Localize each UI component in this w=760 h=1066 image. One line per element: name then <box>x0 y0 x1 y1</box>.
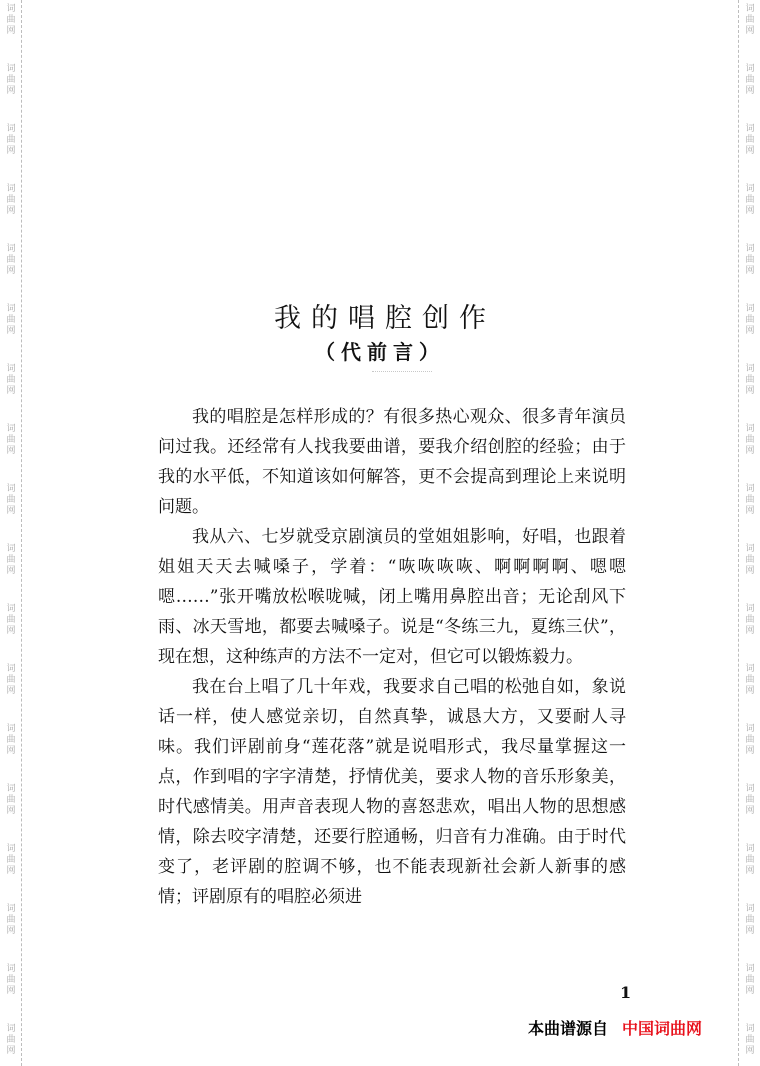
watermark-stamp: 词 曲 网 <box>6 304 16 336</box>
watermark-stamp: 词 曲 网 <box>6 1024 16 1056</box>
watermark-stamp: 词 曲 网 <box>745 664 755 696</box>
watermark-right-column <box>738 0 760 1066</box>
watermark-stamp: 词 曲 网 <box>745 364 755 396</box>
watermark-stamp: 词 曲 网 <box>6 4 16 36</box>
title-divider <box>372 371 432 374</box>
watermark-stamp: 词 曲 网 <box>745 244 755 276</box>
watermark-stamp: 词 曲 网 <box>745 424 755 456</box>
watermark-stamp: 词 曲 网 <box>745 964 755 996</box>
body-text <box>158 402 626 912</box>
watermark-stamp: 词 曲 网 <box>6 904 16 936</box>
watermark-stamp: 词 曲 网 <box>6 664 16 696</box>
watermark-stamp: 词 曲 网 <box>6 964 16 996</box>
watermark-stamp: 词 曲 网 <box>6 724 16 756</box>
watermark-stamp: 词 曲 网 <box>6 844 16 876</box>
watermark-stamp: 词 曲 网 <box>745 124 755 156</box>
paragraph-1: 我的唱腔是怎样形成的？有很多热心观众、很多青年演员问过我。还经常有人找我要曲谱，要我介绍创腔的经验；由于我的水平低，不知道该如何解答，更不会提高到理论上来说明问题。 <box>158 407 626 517</box>
watermark-stamp: 词 曲 网 <box>745 484 755 516</box>
watermark-stamp: 词 曲 网 <box>6 184 16 216</box>
watermark-stamp: 词 曲 网 <box>745 64 755 96</box>
paragraph-2: 我从六、七岁就受京剧演员的堂姐姐影响，好唱，也跟着姐姐天天去喊嗓子，学着：“咴咴咴咴、啊啊啊啊、嗯嗯嗯……”张开嘴放松喉咙喊，闭上嘴用鼻腔出音；无论刮风下雨、冰天雪地，都要去喊嗓子。说是“冬练三九，夏练三伏”，现在想，这种练声的方法不一定对，但它可以锻炼毅力。 <box>158 527 626 667</box>
watermark-stamp: 词 曲 网 <box>6 64 16 96</box>
page-title: 我的唱腔创作 <box>274 303 496 335</box>
watermark-stamp: 词 曲 网 <box>745 604 755 636</box>
watermark-stamp: 词 曲 网 <box>6 244 16 276</box>
watermark-stamp: 词 曲 网 <box>745 784 755 816</box>
watermark-stamp: 词 曲 网 <box>6 124 16 156</box>
page-number: 1 <box>620 983 632 1002</box>
watermark-stamp: 词 曲 网 <box>745 4 755 36</box>
watermark-stamp: 词 曲 网 <box>745 904 755 936</box>
watermark-stamp: 词 曲 网 <box>6 364 16 396</box>
watermark-stamp: 词 曲 网 <box>6 604 16 636</box>
page-subtitle: （代前言） <box>315 340 445 364</box>
source-site-link[interactable]: 中国词曲网 <box>622 1019 703 1038</box>
watermark-stamp: 词 曲 网 <box>745 724 755 756</box>
watermark-stamp: 词 曲 网 <box>745 184 755 216</box>
watermark-stamp: 词 曲 网 <box>6 544 16 576</box>
watermark-left-column <box>0 0 22 1066</box>
source-attribution <box>528 1016 702 1039</box>
watermark-stamp: 词 曲 网 <box>745 304 755 336</box>
watermark-stamp: 词 曲 网 <box>745 544 755 576</box>
source-label: 本曲谱源自 <box>528 1019 609 1038</box>
watermark-stamp: 词 曲 网 <box>6 484 16 516</box>
watermark-stamp: 词 曲 网 <box>6 424 16 456</box>
watermark-stamp: 词 曲 网 <box>745 844 755 876</box>
watermark-stamp: 词 曲 网 <box>6 784 16 816</box>
watermark-stamp: 词 曲 网 <box>745 1024 755 1056</box>
paragraph-3: 我在台上唱了几十年戏，我要求自己唱的松弛自如，象说话一样，使人感觉亲切，自然真挚，诚恳大方，又要耐人寻味。我们评剧前身“莲花落”就是说唱形式，我尽量掌握这一点，作到唱的字字清楚，抒情优美，要求人物的音乐形象美，时代感情美。用声音表现人物的喜怒悲欢，唱出人物的思想感情，除去咬字清楚，还要行腔通畅，归音有力准确。由于时代变了，老评剧的腔调不够，也不能表现新社会新人新事的感情；评剧原有的唱腔必须进 <box>158 677 626 907</box>
